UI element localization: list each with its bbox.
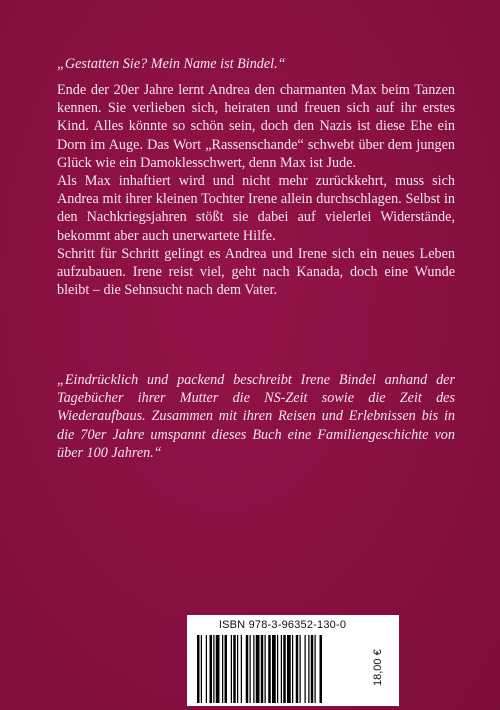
barcode-bar [308, 635, 309, 703]
review-quote: „Eindrücklich und packend beschreibt Irene Bindel anhand der Tagebücher ihrer Mutter die NS-Zeit sowie die Zeit des Wiederaufbaus. Zusammen mit ihren Reisen und Erlebnissen bis in die 70er Jahre umspannt dieses Buch eine Familiengeschichte von über 100 Jahren.“ [57, 372, 455, 461]
barcode-bar [216, 635, 220, 703]
barcode-bar [241, 635, 242, 703]
barcode-bar [213, 635, 214, 703]
barcode-bar [237, 635, 238, 703]
barcode-bar [206, 635, 207, 703]
barcode-bar [210, 635, 213, 703]
barcode-bar [268, 635, 271, 703]
barcode-bar [292, 635, 293, 703]
blurb-text [57, 81, 455, 299]
barcode-bar [320, 635, 323, 703]
barcode-box [187, 615, 399, 706]
barcode-bar [277, 635, 278, 703]
barcode-bar [305, 635, 306, 703]
blurb-paragraph-1: Ende der 20er Jahre lernt Andrea den charmanten Max beim Tanzen kennen. Sie verlieben sich, heiraten und freuen sich auf ihr erstes Kind. Alles könnte so schön sein, doch den Nazis ist diese Ehe ein Dorn im Auge. Das Wort „Rassenschande“ schwebt über dem jungen Glück wie ein Damoklesschwert, denn Max ist Jude. [57, 82, 455, 171]
barcode-bar [300, 635, 301, 703]
barcode-bar [296, 635, 299, 703]
barcode-bar [287, 635, 291, 703]
barcode-bar [250, 635, 251, 703]
barcode-bar [246, 635, 249, 703]
blurb-paragraph-3: Schritt für Schritt gelingt es Andrea und Irene sich ein neues Leben aufzubauen. Irene reist viel, geht nach Kanada, doch eine Wunde bleibt – die Sehnsucht nach dem Vater. [57, 245, 455, 299]
barcode-bar [222, 635, 223, 703]
barcode-bar [311, 635, 314, 703]
barcode-bar [253, 635, 254, 703]
barcode-bar [265, 635, 266, 703]
barcode-bar [231, 635, 232, 703]
barcode-bar [197, 635, 200, 703]
barcode-bar [201, 635, 202, 703]
blurb-paragraph-2: Als Max inhaftiert wird und nicht mehr zurückkehrt, muss sich Andrea mit ihrer kleinen Tochter Irene allein durchschlagen. Selbst in den Nachkriegsjahren stößt sie dabei auf vielerlei Widerstände, bekommt aber auch unerwartete Hilfe. [57, 173, 455, 244]
barcode-bar [225, 635, 228, 703]
tagline-quote: „Gestatten Sie? Mein Name ist Bindel.“ [57, 56, 286, 72]
barcode-bar [283, 635, 286, 703]
barcode-bar [261, 635, 264, 703]
barcode-icon [195, 635, 367, 703]
barcode-bar [256, 635, 260, 703]
barcode-bar [272, 635, 276, 703]
price-label: 18,00 € [372, 649, 384, 687]
barcode-bar [281, 635, 282, 703]
barcode-bar [233, 635, 236, 703]
barcode-bar [315, 635, 316, 703]
isbn-text: ISBN 978-3-96352-130-0 [218, 619, 347, 631]
